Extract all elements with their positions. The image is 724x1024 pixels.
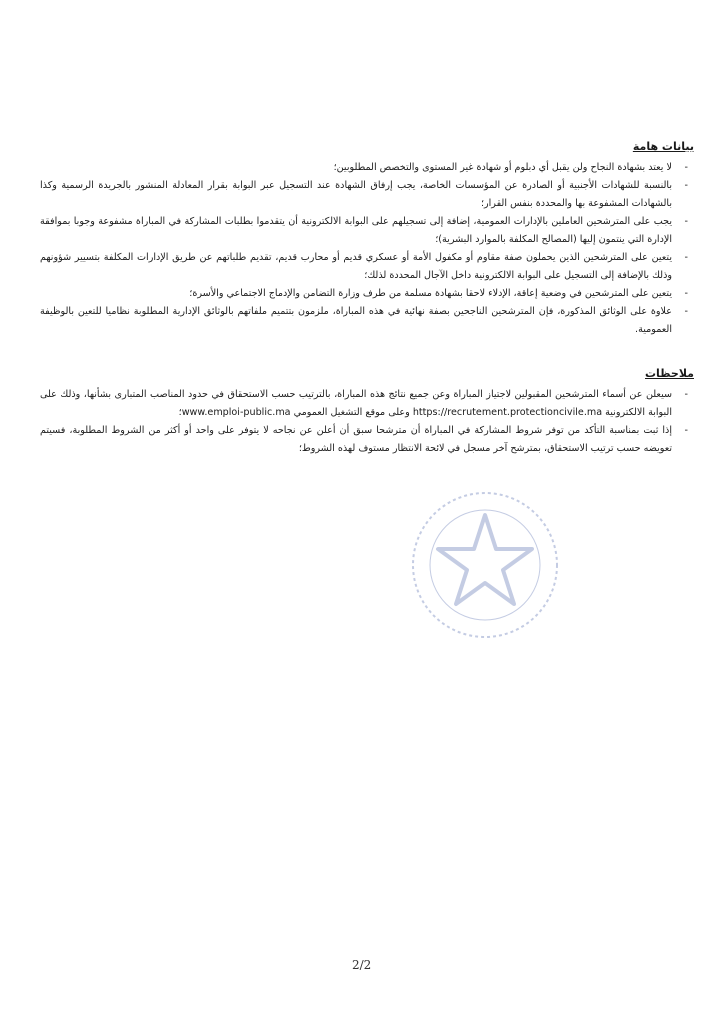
list-item: - يجب على المترشحين العاملين بالإدارات العمومية، إضافة إلى تسجيلهم على البوابة الالكترونية أن يتقدموا بطلبات المشاركة في المباراة مشفوعة وجوبا بموافقة الإدارة التي ينتمون إليها (المصالح المكلفة بالموارد البشرية)؛ <box>40 213 694 249</box>
page-number: 2/2 <box>352 958 372 972</box>
list-item: - لا يعتد بشهادة النجاح ولن يقبل أي دبلوم أو شهادة غير المستوى والتخصص المطلوبين؛ <box>40 159 694 177</box>
list-item: - يتعين على المترشحين الذين يحملون صفة مقاوم أو مكفول الأمة أو عسكري قديم أو محارب قديم، تقديم طلباتهم عن طريق الإدارات المكلفة بتسيير شؤونهم وذلك بالإضافة إلى التسجيل على البوابة الالكترونية داخل الآجال المحددة لذلك؛ <box>40 249 694 285</box>
list-item: - بالنسبة للشهادات الأجنبية أو الصادرة عن المؤسسات الخاصة، يجب إرفاق الشهادة عند التسجيل عبر البوابة بقرار المعادلة المنشور بالجريدة الرسمية وكذا بالشهادات المشفوعة بها والمحددة بنفس القرار؛ <box>40 177 694 213</box>
list-item: - إذا ثبت بمناسبة التأكد من توفر شروط المشاركة في المباراة أن مترشحا سبق أن أعلن عن نجاحه لا يتوفر على واحد أو أكثر من الشروط المطلوبة، فسيتم تعويضه حسب ترتيب الاستحقاق، بمترشح آخر مسجل في لائحة الانتظار مستوف لهذه الشروط؛ <box>40 422 694 458</box>
list-item: - سيعلن عن أسماء المترشحين المقبولين لاجتياز المباراة وعن جميع نتائج هذه المباراة، بالترتيب حسب الاستحقاق في حدود المناصب المتبارى بشأنها، وذلك على البوابة الالكترونية https://recrutement.protectioncivile.ma وعلى موقع التشغيل العمومي www.emploi-public.ma؛ <box>40 386 694 422</box>
star-seal-icon <box>405 485 565 645</box>
list-item: - علاوة على الوثائق المذكورة، فإن المترشحين الناجحين بصفة نهائية في هذه المباراة، ملزمون بتتميم ملفاتهم بالوثائق الإدارية المطلوبة نظاميا للتعين بالوظيفة العمومية. <box>40 303 694 339</box>
important-heading: بيانات هامة <box>632 140 694 153</box>
notes-section <box>40 367 694 458</box>
important-list <box>40 159 694 339</box>
notes-heading: ملاحظات <box>645 367 694 380</box>
important-section <box>40 140 694 339</box>
notes-list <box>40 386 694 458</box>
list-item: - يتعين على المترشحين في وضعية إعاقة، الإدلاء لاحقا بشهادة مسلمة من طرف وزارة التضامن والإدماج الاجتماعي والأسرة؛ <box>40 285 694 303</box>
